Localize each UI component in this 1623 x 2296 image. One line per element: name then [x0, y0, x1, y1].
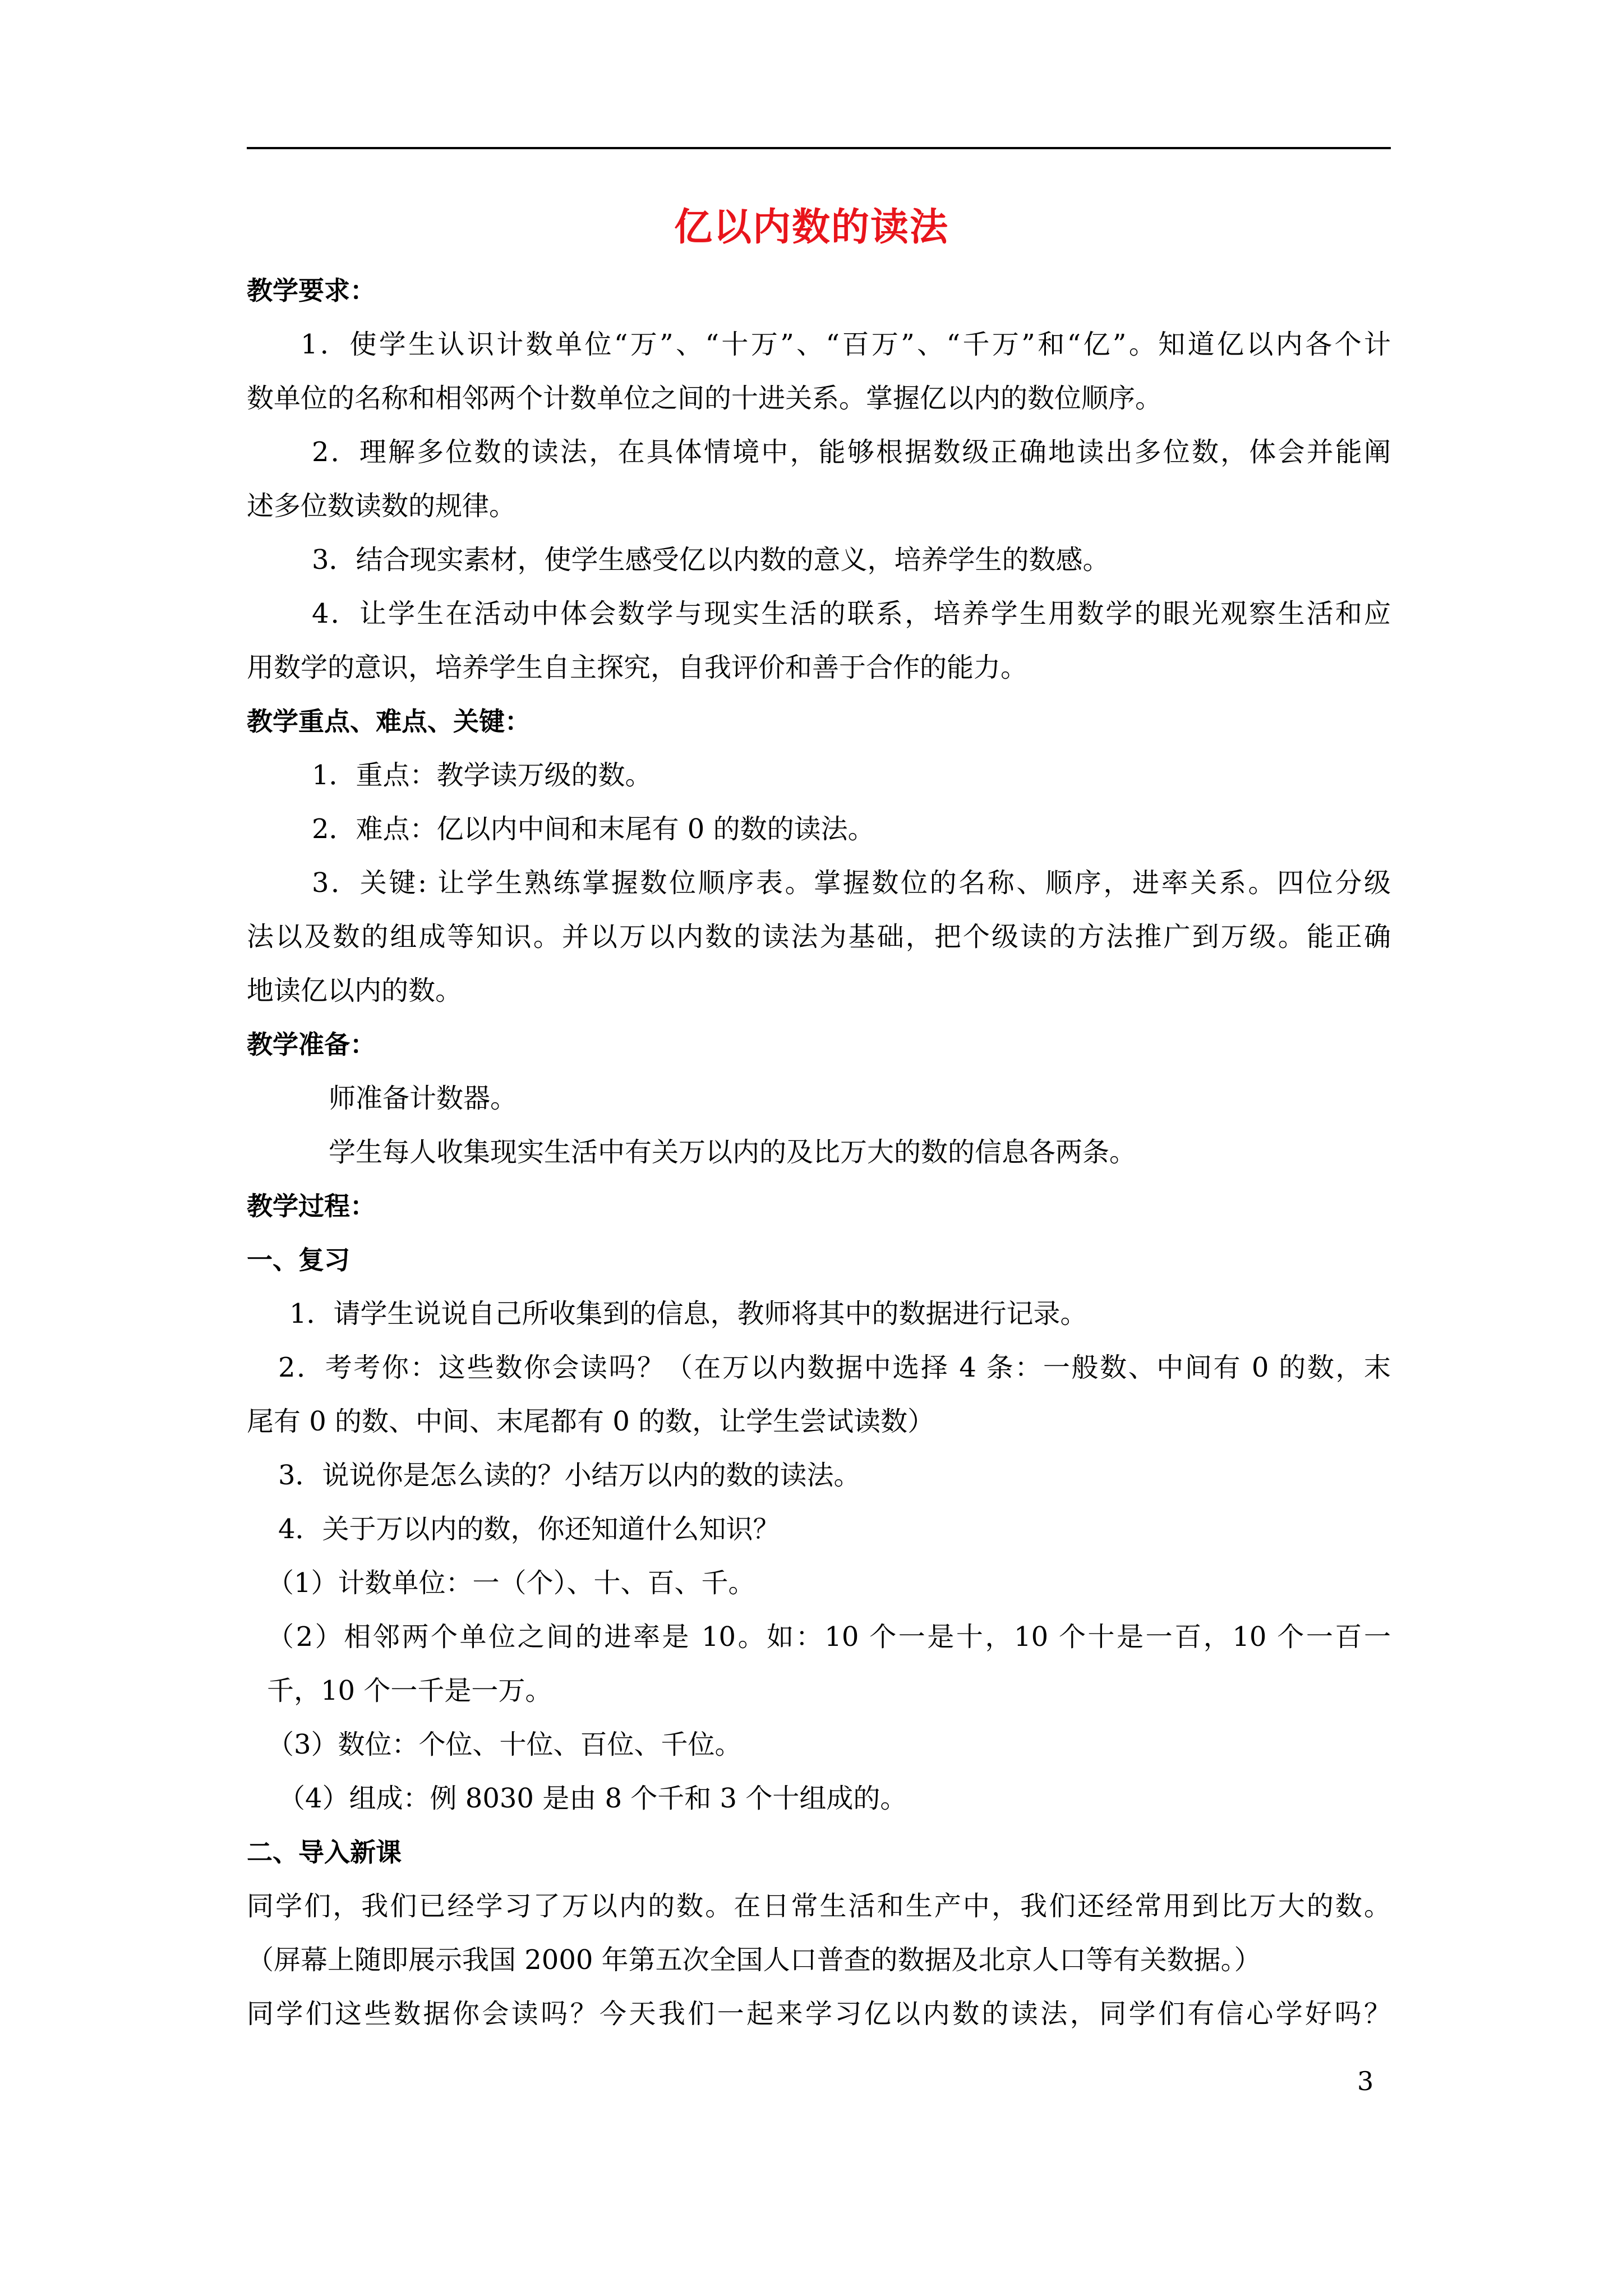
review-sub-4: （4）组成：例 8030 是由 8 个千和 3 个十组成的。	[278, 1783, 907, 1814]
key-point-3-line-1: 3．关键: 让学生熟练掌握数位顺序表。掌握数位的名称、顺序，进率关系。四位分级	[312, 867, 1391, 899]
header-rule	[247, 147, 1391, 149]
intro-line-2: （屏幕上随即展示我国 2000 年第五次全国人口普查的数据及北京人口等有关数据。）	[247, 1944, 1261, 1976]
requirement-1-line-2: 数单位的名称和相邻两个计数单位之间的十进关系。掌握亿以内的数位顺序。	[247, 383, 1163, 414]
requirement-2-line-1: 2．理解多位数的读法，在具体情境中，能够根据数级正确地读出多位数，体会并能阐	[312, 436, 1391, 468]
review-item-1: 1．请学生说说自己所收集到的信息，教师将其中的数据进行记录。	[289, 1298, 1087, 1329]
requirement-4-line-2: 用数学的意识，培养学生自主探究，自我评价和善于合作的能力。	[247, 652, 1028, 683]
intro-line-3: 同学们这些数据你会读吗？今天我们一起来学习亿以内数的读法，同学们有信心学好吗？	[247, 1998, 1391, 2030]
intro-line-1: 同学们，我们已经学习了万以内的数。在日常生活和生产中，我们还经常用到比万大的数。	[247, 1890, 1391, 1922]
preparation-line-2: 学生每人收集现实生活中有关万以内的及比万大的数的信息各两条。	[329, 1137, 1137, 1168]
requirement-4-line-1: 4．让学生在活动中体会数学与现实生活的联系，培养学生用数学的眼光观察生活和应	[312, 598, 1391, 629]
intro-heading: 二、导入新课	[247, 1837, 402, 1867]
preparation-heading: 教学准备：	[247, 1029, 376, 1060]
review-sub-1: （1）计数单位：一（个）、十、百、千。	[267, 1567, 755, 1599]
requirement-2-line-2: 述多位数读数的规律。	[247, 490, 517, 522]
requirement-3: 3．结合现实素材，使学生感受亿以内数的意义，培养学生的数感。	[312, 544, 1110, 576]
review-heading: 一、复习	[247, 1245, 350, 1275]
review-item-3: 3．说说你是怎么读的？小结万以内的数的读法。	[278, 1460, 861, 1491]
page-number: 3	[1357, 2066, 1374, 2096]
key-point-2: 2．难点：亿以内中间和末尾有 0 的数的读法。	[312, 813, 875, 845]
page-title: 亿以内数的读法	[674, 205, 949, 250]
key-point-1: 1．重点：教学读万级的数。	[312, 760, 652, 791]
review-sub-2-line-2: 千，10 个一千是一万。	[267, 1675, 552, 1706]
review-item-4: 4．关于万以内的数，你还知道什么知识？	[278, 1513, 780, 1545]
preparation-line-1: 师准备计数器。	[329, 1083, 518, 1114]
document-body	[247, 264, 1391, 2041]
key-point-3-line-3: 地读亿以内的数。	[247, 975, 463, 1006]
requirements-heading: 教学要求：	[247, 275, 376, 306]
process-heading: 教学过程：	[247, 1191, 376, 1221]
key-points-heading: 教学重点、难点、关键：	[247, 706, 531, 737]
review-sub-2-line-1: （2）相邻两个单位之间的进率是 10。如：10 个一是十，10 个十是一百，10 个一百一	[267, 1621, 1391, 1653]
review-sub-3: （3）数位：个位、十位、百位、千位。	[267, 1729, 742, 1760]
requirement-1-line-1: 1．使学生认识计数单位“万”、“十万”、“百万”、“千万”和“亿”。知道亿以内各个计	[301, 329, 1391, 360]
review-item-2-line-2: 尾有 0 的数、中间、末尾都有 0 的数，让学生尝试读数）	[247, 1406, 935, 1437]
key-point-3-line-2: 法以及数的组成等知识。并以万以内数的读法为基础，把个级读的方法推广到万级。能正确	[247, 921, 1391, 953]
review-item-2-line-1: 2．考考你：这些数你会读吗？（在万以内数据中选择 4 条：一般数、中间有 0 的数，末	[278, 1352, 1391, 1383]
